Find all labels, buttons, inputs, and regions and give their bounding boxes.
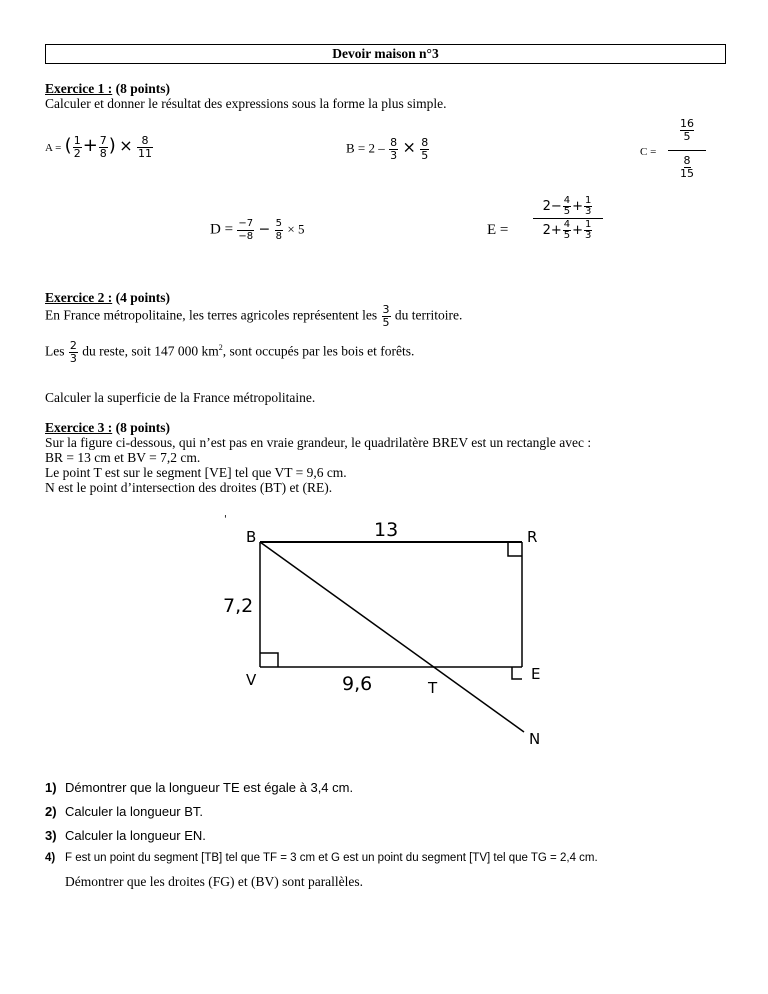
ex3-text-1: Sur la figure ci-dessous, qui n’est pas en vraie grandeur, le quadrilatère BREV est un rectangle avec : [45,435,592,450]
question-4-line2: Démontrer que les droites (FG) et (BV) sont parallèles. [65,874,364,889]
question-1: 1) Démontrer que la longueur TE est égale à 3,4 cm. [45,780,354,795]
length-VT-label: 9,6 [342,673,373,695]
point-B-label: B [246,528,257,546]
ex2-question: Calculer la superficie de la France métropolitaine. [45,390,316,405]
ex2-heading: Exercice 2 : [45,290,113,305]
ex3-text-4: N est le point d’intersection des droites (BT) et (RE). [45,480,333,495]
question-4: 4) F est un point du segment [TB] tel que TF = 3 cm et G est un point du segment [TV] tel que TG = 2,4 cm. [45,852,598,864]
expr-C: 16 5 8 15 [668,118,706,180]
line-BN [260,542,524,732]
ex3-heading: Exercice 3 : [45,420,113,435]
ex1-instruction: Calculer et donner le résultat des expressions sous la forme la plus simple. [45,96,447,111]
length-BR-label: 13 [374,519,399,541]
point-T-label: T [428,679,438,697]
ex3-text-3: Le point T est sur le segment [VE] tel que VT = 9,6 cm. [45,465,347,480]
point-E-label: E [531,665,541,683]
expr-A: A = ( $\frac{1}{2}$ + $\frac{7}{8}$ ) × $\frac{8}{11}$ [45,134,152,161]
point-V-label: V [246,671,257,689]
figure-tick-mark: ' [224,514,227,525]
question-2: 2) Calculer la longueur BT. [45,804,204,819]
ex2-points: (4 points) [115,290,170,305]
ex2-heading-line [45,290,170,305]
expr-B: B = 2 – $\frac{8}{3}$ × $\frac{8}{5}$ [346,136,429,162]
right-angle-E [512,667,522,679]
point-N-label: N [529,730,541,748]
question-3: 3) Calculer la longueur EN. [45,828,206,843]
right-angle-R [508,542,522,556]
ex2-line1: En France métropolitaine, les terres agricoles représentent les $\frac{3}{5}$ du territoire. [45,303,463,329]
geometry-figure [0,500,768,760]
expr-D: D = $\frac{-7}{-8}$ − $\frac{5}{8}$ × 5 [210,218,305,242]
ex1-heading: Exercice 1 : [45,81,113,96]
expr-E-label: E = [487,222,509,238]
point-R-label: R [527,528,538,546]
right-angle-V [260,653,278,667]
ex1-points: (8 points) [115,81,170,96]
ex3-heading-line [45,420,170,435]
expr-E: 2− $\frac{4}{5}$ + $\frac{1}{3}$ 2+ $\frac{4}{5}$ + $\frac{1}{3}$ [533,196,603,241]
ex3-points: (8 points) [115,420,170,435]
expr-C-label: C = [640,146,657,158]
ex2-line2: Les $\frac{2}{3}$ du reste, soit 147 000 $km^2$, sont occupés par les bois et forêts. [45,339,415,365]
length-BV-label: 7,2 [223,595,254,617]
ex3-text-2: BR = 13 cm et BV = 7,2 cm. [45,450,201,465]
page-title: Devoir maison n°3 [45,44,726,64]
ex1-heading-line [45,81,170,96]
